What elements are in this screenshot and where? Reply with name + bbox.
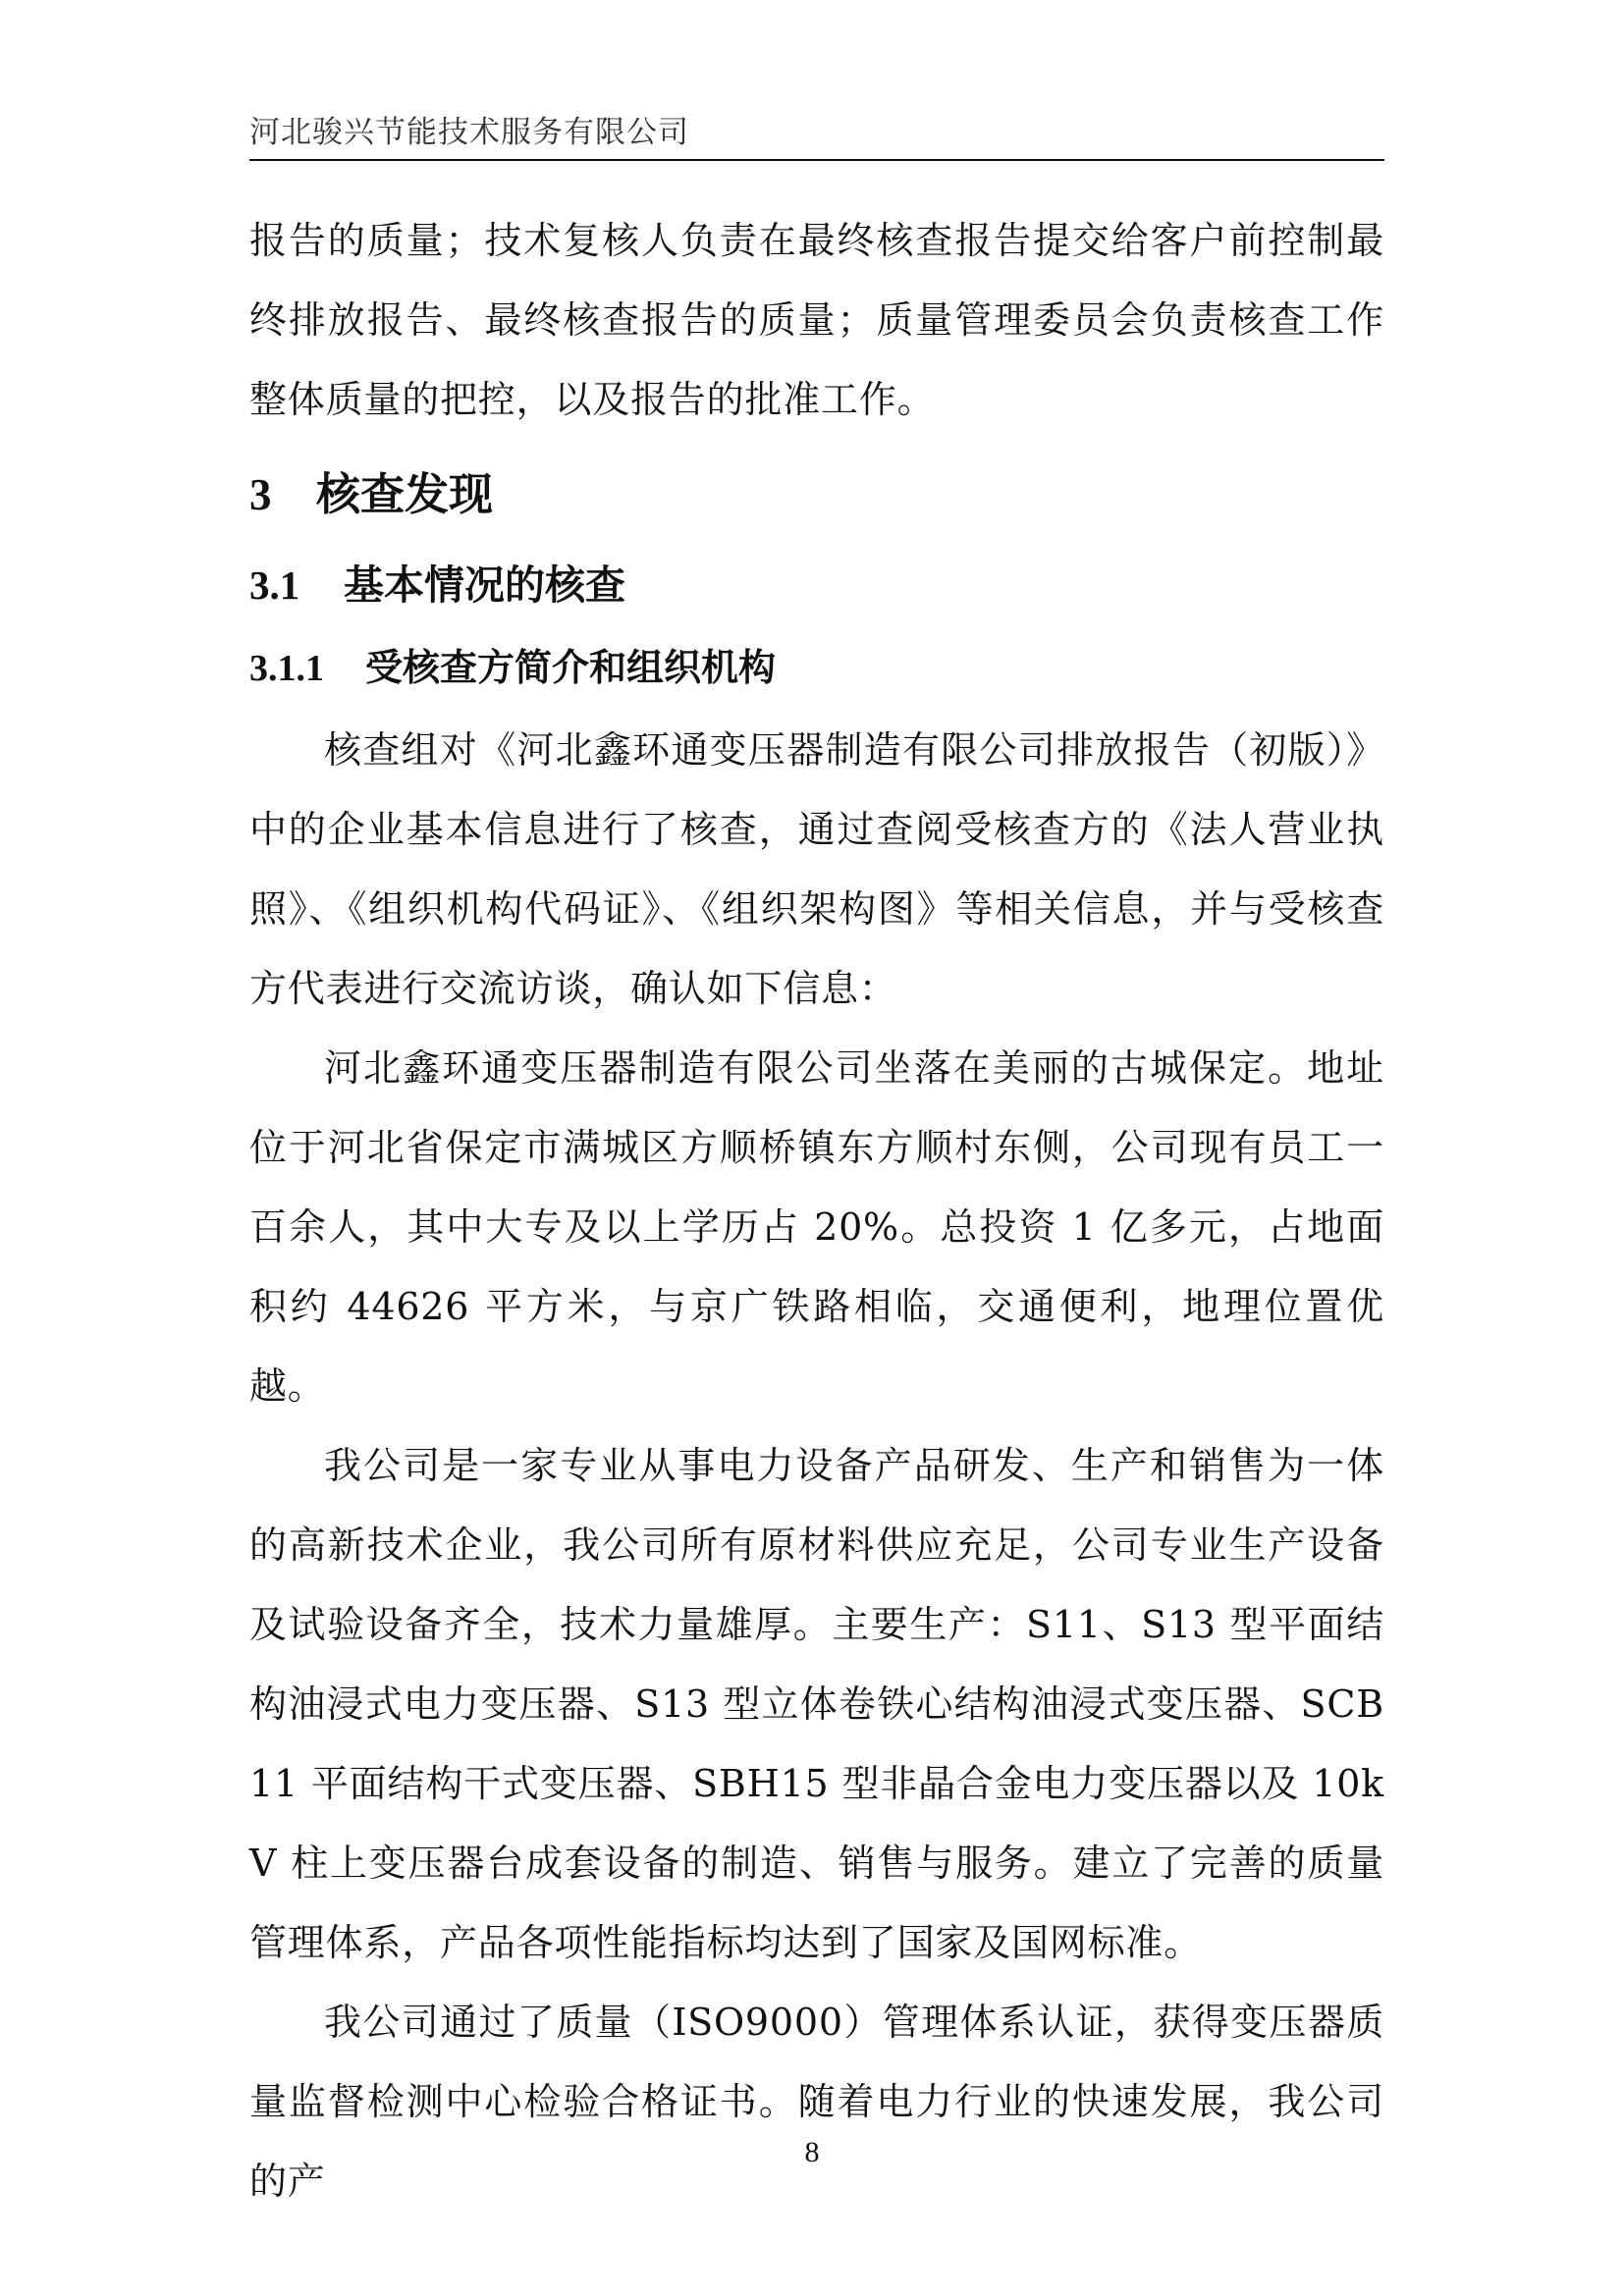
page-header xyxy=(249,116,1384,161)
section-3-number: 3 xyxy=(249,470,272,519)
page-footer xyxy=(0,2136,1624,2169)
section-3-1-1-heading xyxy=(249,642,1384,694)
header-company-name: 河北骏兴节能技术服务有限公司 xyxy=(249,115,689,150)
company-location-paragraph: 河北鑫环通变压器制造有限公司坐落在美丽的古城保定。地址位于河北省保定市满城区方顺桥镇东方顺村东侧，公司现有员工一百余人，其中大专及以上学历占 20%。总投资 1 亿多元，占地面积约 44626 平方米，与京广铁路相临，交通便利，地理位置优越。 xyxy=(249,1046,1384,1408)
section-3-heading xyxy=(249,465,1384,524)
section-3-1-number: 3.1 xyxy=(249,562,300,608)
certification-paragraph: 我公司通过了质量（ISO9000）管理体系认证，获得变压器质量监督检测中心检验合格证书。随着电力行业的快速发展，我公司的产 xyxy=(249,2001,1384,2203)
page-number: 8 xyxy=(804,2136,820,2168)
intro-paragraph: 报告的质量；技术复核人负责在最终核查报告提交给客户前控制最终排放报告、最终核查报告的质量；质量管理委员会负责核查工作整体质量的把控，以及报告的批准工作。 xyxy=(249,219,1384,421)
section-3-title: 核查发现 xyxy=(316,468,494,520)
page-content xyxy=(249,201,1384,2221)
section-3-1-heading xyxy=(249,558,1384,613)
verification-paragraph: 核查组对《河北鑫环通变压器制造有限公司排放报告（初版）》中的企业基本信息进行了核查，通过查阅受核查方的《法人营业执照》、《组织机构代码证》、《组织架构图》等相关信息，并与受核查方代表进行交流访谈，确认如下信息： xyxy=(249,728,1384,1010)
section-3-1-title: 基本情况的核查 xyxy=(344,561,625,609)
section-3-1-1-number: 3.1.1 xyxy=(249,648,324,689)
section-3-1-1-title: 受核查方简介和组织机构 xyxy=(365,645,777,689)
company-products-paragraph: 我公司是一家专业从事电力设备产品研发、生产和销售为一体的高新技术企业，我公司所有原材料供应充足，公司专业生产设备及试验设备齐全，技术力量雄厚。主要生产：S11、S13 型平面结构油浸式电力变压器、S13 型立体卷铁心结构油浸式变压器、SCB11 平面结构干式变压器、SBH15 型非晶合金电力变压器以及 10kV 柱上变压器台成套设备的制造、销售与服务。建立了完善的质量管理体系，产品各项性能指标均达到了国家及国网标准。 xyxy=(249,1444,1384,1964)
